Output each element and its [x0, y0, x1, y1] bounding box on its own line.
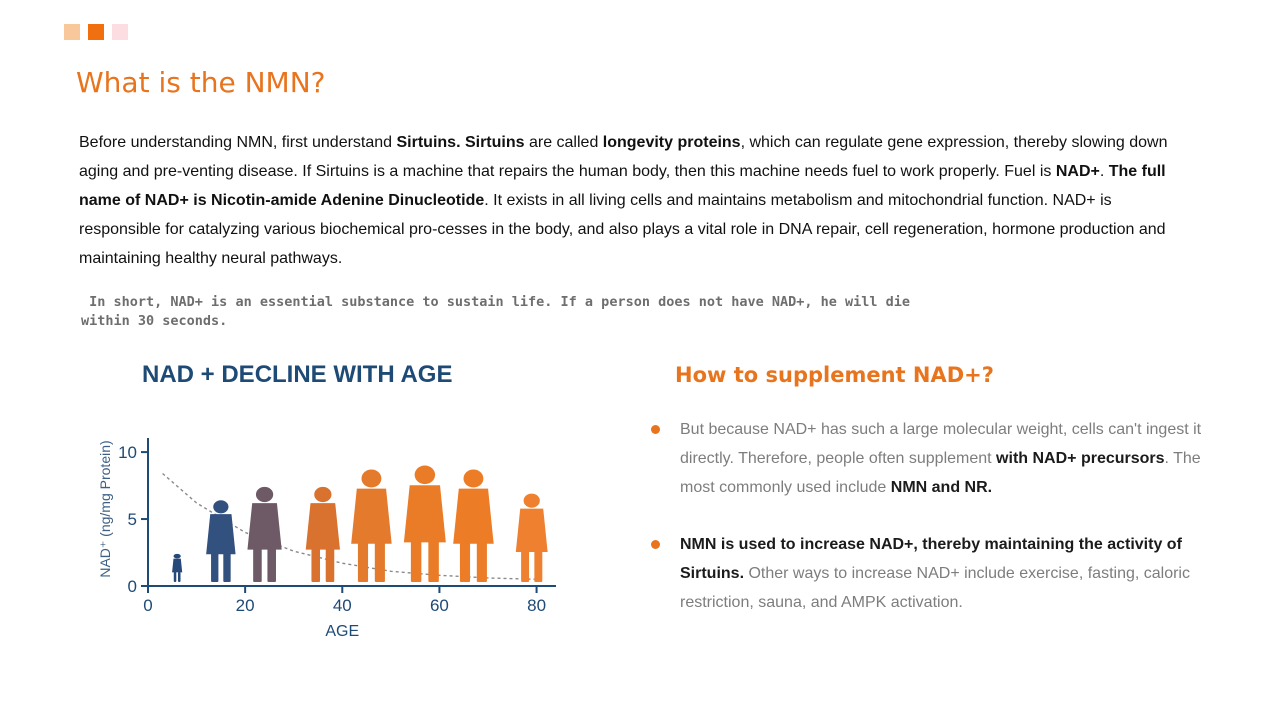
section-heading-supplement: How to supplement NAD+? — [675, 363, 994, 387]
y-axis-label: NAD⁺ (ng/mg Protein) — [97, 440, 113, 578]
x-tick-label: 0 — [143, 596, 153, 615]
person-silhouette — [206, 500, 235, 582]
y-tick-label: 10 — [118, 443, 137, 463]
y-tick-label: 5 — [127, 510, 137, 530]
intro-text: Before understanding NMN, first understand — [79, 134, 397, 151]
page-title: What is the NMN? — [76, 66, 326, 99]
person-silhouette — [172, 554, 182, 582]
intro-text: are called — [524, 134, 603, 151]
supplement-bullet-nmn — [650, 530, 1210, 617]
person-silhouette — [306, 487, 340, 582]
bullet-bold-precursors: with NAD+ precursors — [996, 450, 1165, 467]
intro-paragraph — [79, 128, 1179, 273]
x-axis-label: AGE — [325, 623, 360, 640]
decorative-square-light — [64, 24, 80, 40]
person-silhouette — [404, 465, 446, 582]
chart-heading: NAD + DECLINE WITH AGE — [142, 361, 453, 388]
bullet-dot-icon — [651, 425, 660, 434]
intro-bold-full-name: The full name of NAD+ is Nicotin-amide Adenine Dinucleotide — [79, 163, 1166, 209]
short-note: In short, NAD+ is an essential substance to sustain life. If a person does not have NAD+, he will die within 30 seconds. — [81, 294, 911, 329]
bullet-bold-sirtuins: thereby maintaining the activity of Sirtuins. — [680, 536, 1182, 582]
bullet-text: But because NAD+ has such a large molecular weight, cells can't ingest it directly. Therefore, people often supplement — [680, 421, 1202, 467]
intro-bold-longevity-proteins: longevity proteins — [602, 134, 741, 151]
nad-decline-chart — [90, 400, 570, 650]
decorative-square-orange — [88, 24, 104, 40]
x-tick-label: 20 — [235, 596, 255, 615]
x-tick-label: 60 — [429, 596, 449, 615]
bullet-text: . The most commonly used include — [680, 450, 1201, 496]
person-silhouette — [516, 494, 548, 582]
x-tick-label: 80 — [527, 596, 547, 615]
bullet-dot-icon — [651, 540, 660, 549]
bullet-bold-nmn-nr: NMN and NR. — [890, 479, 993, 496]
person-silhouette — [453, 469, 494, 582]
bullet-bold-nmn-increase: NMN is used to increase NAD+ — [680, 536, 914, 553]
intro-text: . — [1099, 163, 1109, 180]
intro-bold-nad: NAD+ — [1055, 163, 1100, 180]
intro-bold-sirtuins: Sirtuins. Sirtuins — [396, 134, 525, 151]
decorative-square-pink — [112, 24, 128, 40]
bullet-text: Other ways to increase NAD+ include exercise, fasting, caloric restriction, sauna, and AMPK activation. — [680, 565, 1190, 611]
y-tick-label: 0 — [127, 577, 137, 596]
supplement-list — [650, 415, 1210, 617]
intro-text: , which can regulate gene expression, thereby slowing down aging and pre-venting disease. If Sirtuins is a machine that repairs the human body, then this machine needs fuel to work properly. Fuel is — [79, 134, 1168, 180]
bullet-bold-comma: , — [913, 536, 923, 553]
intro-text: . It exists in all living cells and maintains metabolism and mitochondrial function. NAD+ is responsible for catalyzing various biochemical pro-cesses in the body, and also plays a vital role in DNA repair, cell regeneration, hormone production and maintaining healthy neural pathways. — [79, 192, 1166, 267]
x-tick-label: 40 — [332, 596, 352, 615]
supplement-bullet-precursors — [650, 415, 1210, 502]
person-silhouette — [247, 487, 281, 582]
